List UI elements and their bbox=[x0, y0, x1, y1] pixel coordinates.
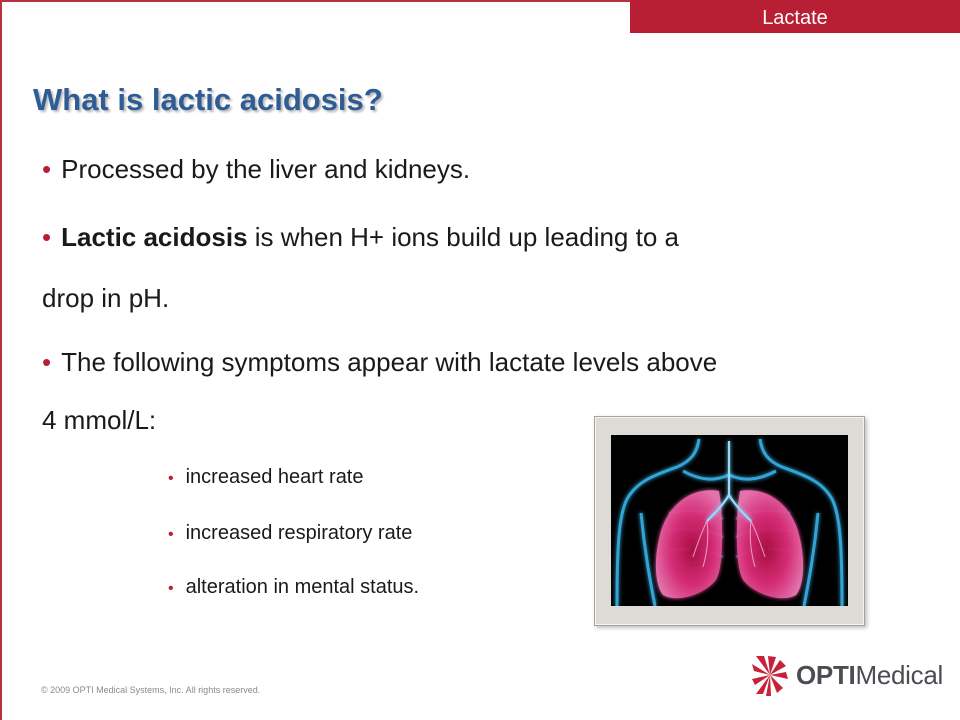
sub-bullet-marker: • bbox=[168, 470, 174, 487]
lungs-xray-image bbox=[611, 435, 848, 606]
section-tag-label: Lactate bbox=[762, 7, 828, 29]
bullet-continuation-3: 4 mmol/L: bbox=[42, 405, 157, 435]
starburst-logo-icon bbox=[752, 654, 788, 696]
bullet-item-3 bbox=[42, 347, 717, 377]
bullet-text: Processed by the liver and kidneys. bbox=[61, 154, 471, 184]
bullet-emphasis: Lactic acidosis bbox=[61, 222, 248, 252]
bullet-text: The following symptoms appear with lactate levels above bbox=[61, 347, 718, 377]
logo-wordmark-regular: Medical bbox=[855, 659, 943, 690]
sub-bullet-item-3 bbox=[168, 576, 419, 599]
section-tag bbox=[630, 0, 960, 33]
bullet-item-2 bbox=[42, 222, 679, 252]
copyright-notice: © 2009 OPTI Medical Systems, Inc. All rights reserved. bbox=[41, 685, 261, 695]
logo-wordmark-bold: OPTI bbox=[796, 659, 856, 690]
sub-bullet-text: increased respiratory rate bbox=[185, 522, 413, 544]
bullet-item-1 bbox=[42, 154, 470, 184]
company-logo bbox=[752, 654, 943, 696]
bullet-marker: • bbox=[42, 347, 52, 377]
framed-figure bbox=[594, 416, 865, 626]
sub-bullet-marker: • bbox=[168, 580, 174, 597]
bullet-marker: • bbox=[42, 222, 52, 252]
left-border-rule bbox=[0, 0, 2, 720]
bullet-marker: • bbox=[42, 154, 52, 184]
sub-bullet-text: alteration in mental status. bbox=[185, 576, 420, 598]
sub-bullet-item-1 bbox=[168, 466, 364, 489]
logo-wordmark bbox=[796, 660, 943, 691]
sub-bullet-marker: • bbox=[168, 526, 174, 543]
sub-bullet-item-2 bbox=[168, 522, 412, 545]
sub-bullet-text: increased heart rate bbox=[185, 466, 364, 488]
bullet-continuation-2: drop in pH. bbox=[42, 283, 170, 313]
slide-title: What is lactic acidosis? bbox=[33, 82, 383, 117]
lungs-xray-icon bbox=[611, 435, 848, 606]
bullet-text: is when H+ ions build up leading to a bbox=[247, 222, 679, 252]
